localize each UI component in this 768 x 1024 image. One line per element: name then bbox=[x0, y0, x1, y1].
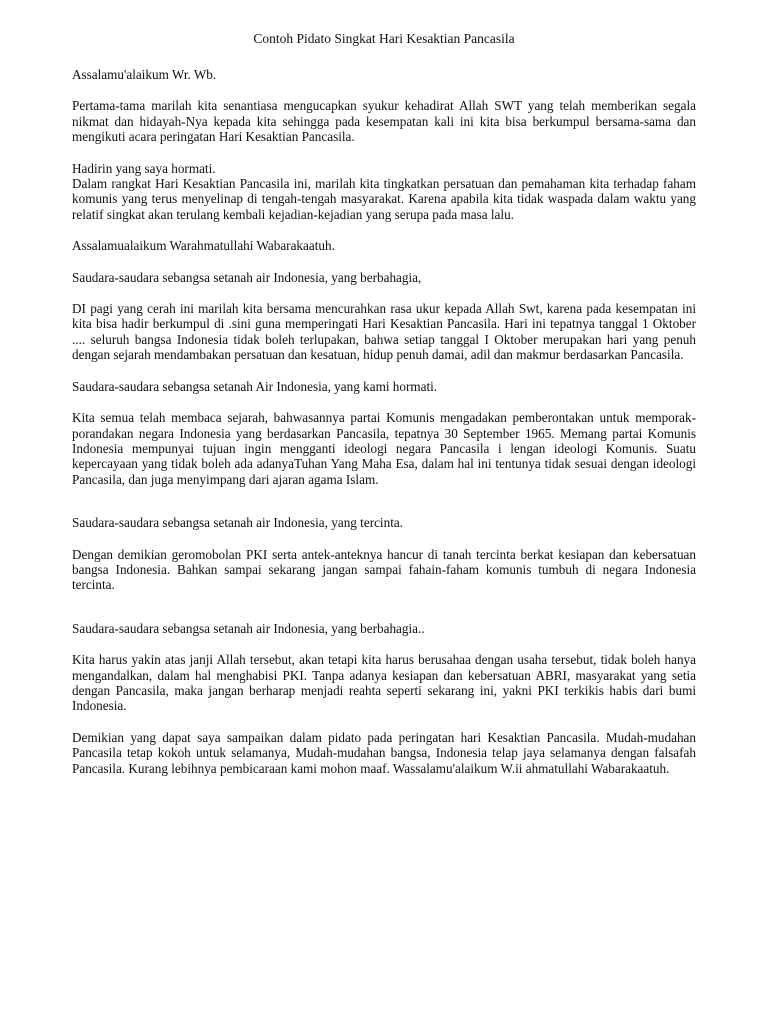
paragraph-address-hadirin: Hadirin yang saya hormati. bbox=[72, 160, 216, 176]
paragraph-address-hormati: Saudara-saudara sebangsa setanah Air Indonesia, yang kami hormati. bbox=[72, 378, 438, 394]
paragraph-persatuan: Dalam rangkat Hari Kesaktian Pancasila ini, marilah kita tingkatkan persatuan dan pemahaman kita terhadap faham komunis yang terus menyelinap di tengah-tengah masyarakat. Karena apabila kita tidak waspada dalam waktu yang relatif singkat akan terulang kembali kejadian-kejadian yang serupa pada masa lalu. bbox=[72, 176, 696, 222]
paragraph-salam: Assalamualaikum Warahmatullahi Wabarakaatuh. bbox=[72, 238, 335, 254]
paragraph-closing: Demikian yang dapat saya sampaikan dalam pidato pada peringatan hari Kesaktian Pancasila. Mudah-mudahan Pancasila tetap kokoh untuk selamanya, Mudah-mudahan bangsa, Indonesia telap jaya selamanya dengan falsafah Pancasila. Kurang lebihnya pembicaraan kami mohon maaf. Wassalamu'alaikum W.ii ahmatullahi Wabarakaatuh. bbox=[72, 729, 696, 776]
paragraph-opening: Pertama-tama marilah kita senantiasa mengucapkan syukur kehadirat Allah SWT yang telah memberikan segala nikmat dan hidayah-Nya kepada kita sehingga pada kesempatan kali ini kita bisa berkumpul bersama-sama dan mengikuti acara peringatan Hari Kesaktian Pancasila. bbox=[72, 98, 696, 145]
paragraph-pki-hancur: Dengan demikian geromobolan PKI serta antek-anteknya hancur di tanah tercinta berkat kesiapan dan kebersatuan bangsa Indonesia. Bahkan sampai sekarang jangan sampai fahain-faham komunis tumbuh di negara Indonesia tercinta. bbox=[72, 546, 696, 593]
paragraph-address-berbahagia-2: Saudara-saudara sebangsa setanah air Indonesia, yang berbahagia.. bbox=[72, 620, 425, 636]
paragraph-janji-allah: Kita harus yakin atas janji Allah tersebut, akan tetapi kita harus berusahaa dengan usaha tersebut, tidak boleh hanya mengandalkan, dalam hal menghabisi PKI. Tanpa adanya kesiapan dan kebersatuan ABRI, masyarakat yang setia dengan Pancasila, maka jangan berharap menjadi reahta seperti sekarang ini, yakni PKI terkikis habis dari bumi Indonesia. bbox=[72, 652, 696, 714]
document-body bbox=[72, 67, 696, 792]
paragraph-greeting: Assalamu'alaikum Wr. Wb. bbox=[72, 67, 217, 82]
paragraph-address-berbahagia: Saudara-saudara sebangsa setanah air Indonesia, yang berbahagia, bbox=[72, 269, 422, 285]
paragraph-address-tercinta: Saudara-saudara sebangsa setanah air Indonesia, yang tercinta. bbox=[72, 515, 404, 531]
paragraph-sejarah: Kita semua telah membaca sejarah, bahwasannya partai Komunis mengadakan pemberontakan untuk memporak-porandakan negara Indonesia yang berdasarkan Pancasila, tepatnya 30 September 1965. Memang partai Komunis Indonesia mempunyai tujuan ingin mengganti ideologi negara Pancasila i lengan ideologi Komunis. Suatu kepercayaan yang tidak boleh ada adanyaTuhan Yang Maha Esa, dalam hal ini tentunya tidak sesuai dengan ideologi Pancasila, dan juga menyimpang dari ajaran agama Islam. bbox=[72, 410, 696, 487]
paragraph-pagi-cerah: DI pagi yang cerah ini marilah kita bersama mencurahkan rasa ukur kepada Allah Swt, karena pada kesempatan ini kita bisa hadir berkumpul di .sini guna memperingati Hari Kesaktian Pancasila. Hari ini tepatnya tanggal 1 Oktober .... seluruh bangsa Indonesia tidak boleh terlupakan, bahwa setiap tanggal I Oktober merupakan hari yang penuh dengan sejarah mendambakan persatuan dan kesatuan, hidup penuh damai, adil dan makmur berdasarkan Pancasila. bbox=[72, 301, 696, 363]
document-title: Contoh Pidato Singkat Hari Kesaktian Pancasila bbox=[253, 31, 515, 46]
